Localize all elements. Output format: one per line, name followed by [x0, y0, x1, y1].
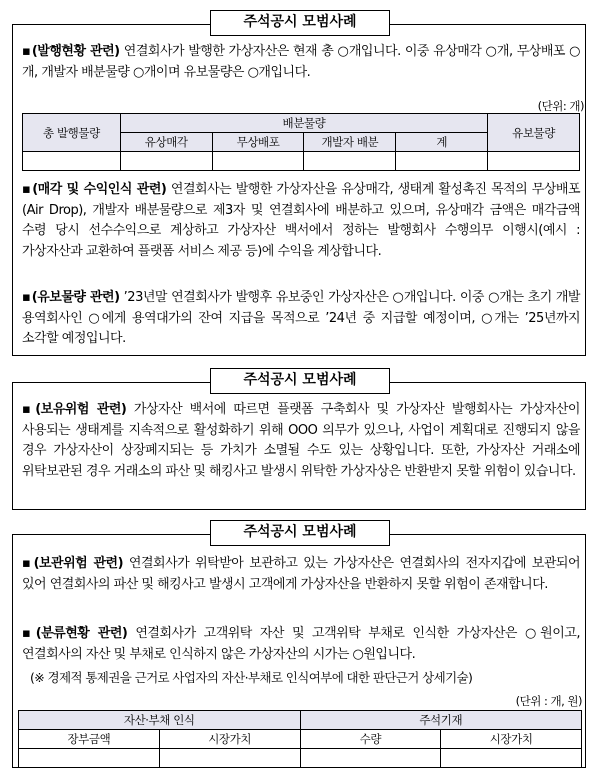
col-total-issued: 총 발행물량 — [23, 114, 121, 152]
paragraph-body: ’23년말 연결회사가 발행후 유보중인 가상자산은 ○개입니다. 이중 ○개는 초기 개발 용역회사인 ○에게 용역대가의 잔여 지급을 목적으로 ’24년 중 지급할 예정이며, ○개는 ’25년까지 소각할 예정입니다. — [22, 290, 580, 346]
col-developer-allocation: 개발자 배분 — [304, 133, 396, 152]
col-asset-liability-recognition: 자산·부채 인식 — [19, 711, 301, 730]
section1-title: 주석공시 모범사례 — [210, 10, 390, 36]
section3-custody-risk-paragraph — [22, 554, 580, 595]
section1-reserve-paragraph — [22, 288, 580, 350]
paragraph-body: 연결회사가 위탁받아 보관하고 있는 가상자산은 연결회사의 전자지갑에 보관되어 있어 연결회사의 파산 및 해킹사고 발생시 고객에게 가상자산을 반환하지 못할 위험이 존재합니다. — [22, 556, 581, 592]
section1-unit-label: (단위: 개) — [537, 99, 584, 113]
section3-classification-table — [18, 710, 582, 768]
section2-title: 주석공시 모범사례 — [210, 368, 390, 394]
table-row — [19, 749, 582, 768]
col-distributed: 배분물량 — [120, 114, 487, 133]
section2-holding-risk-paragraph — [22, 400, 580, 482]
section3-title: 주석공시 모범사례 — [210, 520, 390, 546]
section1-sales-paragraph — [22, 180, 580, 262]
section1-issuance-paragraph — [22, 42, 580, 83]
bullet-icon: ▪ — [22, 402, 35, 417]
paragraph-heading: (발행현황 관련) — [31, 44, 120, 59]
paragraph-body: 연결회사는 발행한 가상자산을 유상매각, 생태계 활성촉진 목적의 무상배포(Air Drop), 개발자 배분물량으로 제3자 및 연결회사에 배분하고 있으며, 유상매각 금액은 매각금액 수령 당시 선수수익으로 계상하고 가상자산 백서에서 정하는 발행회사 수행의무 이행시(예시 : 가상자산과 교환하여 플랫폼 서비스 제공 등)에 수익을 계상합니다. — [22, 182, 580, 259]
bullet-icon: ▪ — [22, 182, 32, 197]
bullet-icon: ▪ — [22, 290, 31, 305]
section3-unit-label: (단위 : 개, 원) — [515, 694, 582, 708]
paragraph-heading: (유보물량 관련) — [31, 290, 120, 305]
col-book-value: 장부금액 — [19, 730, 160, 749]
bullet-icon: ▪ — [22, 44, 31, 59]
col-paid-sale: 유상매각 — [120, 133, 212, 152]
section3-note: (※ 경제적 통제권을 근거로 사업자의 자산·부채로 인식여부에 대한 판단근거 상세기술) — [30, 670, 473, 685]
col-market-value-2: 시장가치 — [441, 730, 582, 749]
paragraph-heading: (보관위험 관련) — [33, 556, 124, 571]
col-quantity: 수량 — [300, 730, 441, 749]
bullet-icon: ▪ — [22, 626, 35, 641]
paragraph-body: 가상자산 백서에 따르면 플랫폼 구축회사 및 가상자산 발행회사는 가상자산이 사용되는 생태계를 지속적으로 활성화하기 위해 OOO 의무가 있으나, 사업이 계획대로 진행되지 않을 경우 가상자산이 상장폐지되는 등 가치가 소멸될 수도 있는 상황입니다. 또한, 가상자산 거래소에 위탁보관된 경우 거래소의 파산 및 해킹사고 발생시 위탁한 가상자상은 반환받지 못할 위험이 있습니다. — [22, 402, 580, 479]
col-subtotal: 계 — [396, 133, 488, 152]
paragraph-body: 연결회사가 고객위탁 자산 및 고객위탁 부채로 인식한 가상자산은 ○원이고, 연결회사의 자산 및 부채로 인식하지 않은 가상자산의 시가는 ○원입니다. — [22, 626, 580, 662]
paragraph-body: 연결회사가 발행한 가상자산은 현재 총 ○개입니다. 이중 유상매각 ○개, 무상배포 ○개, 개발자 배분물량 ○개이며 유보물량은 ○개입니다. — [22, 44, 580, 80]
section3-classification-paragraph — [22, 624, 580, 665]
col-market-value: 시장가치 — [159, 730, 300, 749]
col-free-distribution: 무상배포 — [212, 133, 304, 152]
col-note-disclosure: 주석기재 — [300, 711, 582, 730]
paragraph-heading: (분류현황 관련) — [35, 626, 128, 641]
col-reserved: 유보물량 — [488, 114, 580, 152]
bullet-icon: ▪ — [22, 556, 33, 571]
paragraph-heading: (보유위험 관련) — [35, 402, 127, 417]
table-row — [23, 152, 580, 171]
paragraph-heading: (매각 및 수익인식 관련) — [32, 182, 167, 197]
section1-issuance-table — [22, 113, 580, 171]
